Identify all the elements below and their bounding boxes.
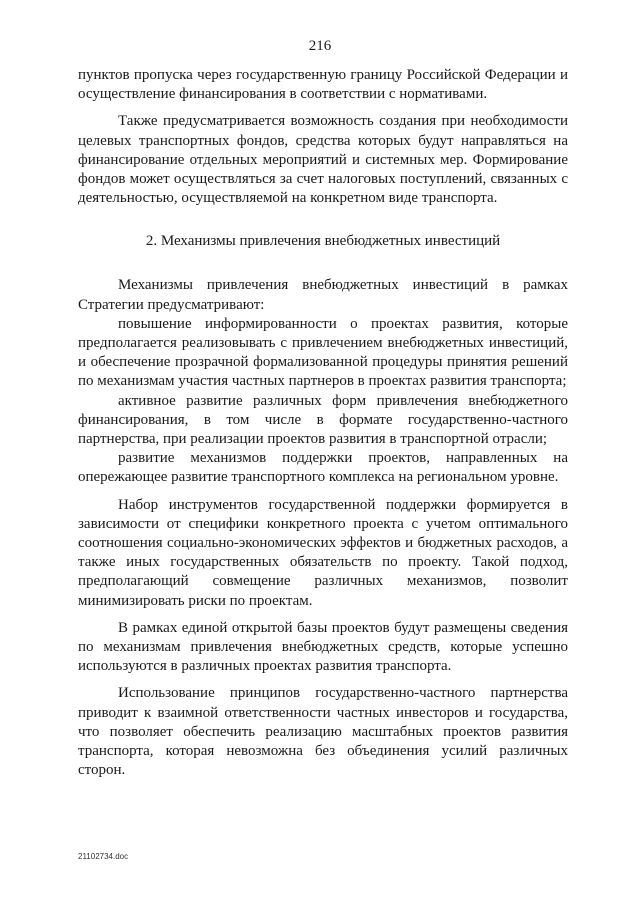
- list-item: повышение информированности о проектах развития, которые предполагается реализовывать с привлечением внебюджетных инвестиций, и обеспечение прозрачной формализованной процедуры принятия решений по механизмам участия частных партнеров в проектах развития транспорта;: [78, 315, 568, 390]
- document-body: [78, 66, 568, 781]
- paragraph: Механизмы привлечения внебюджетных инвестиций в рамках Стратегии предусматривают:: [78, 277, 568, 313]
- list-item: активное развитие различных форм привлечения внебюджетного финансирования, в том числе в формате государственно-частного партнерства, при реализации проектов развития в транспортной отрасли;: [78, 392, 568, 448]
- page-number: 216: [308, 38, 332, 54]
- paragraph: Использование принципов государственно-частного партнерства приводит к взаимной ответственности частных инвесторов и государства, что позволяет обеспечить реализацию масштабных проектов развития транспорта, которая невозможна без объединения усилий различных сторон.: [78, 685, 568, 779]
- footer-filename: 21102734.doc: [78, 852, 129, 861]
- section-heading: 2. Механизмы привлечения внебюджетных инвестиций: [145, 233, 501, 250]
- paragraph: Набор инструментов государственной поддержки формируется в зависимости от специфики конкретного проекта с учетом оптимального соотношения социально-экономических эффектов и бюджетных расходов, а также иных государственных обязательств по проекту. Такой подход, предполагающий совмещение различных механизмов, позволит минимизировать риски по проектам.: [78, 496, 568, 609]
- paragraph: В рамках единой открытой базы проектов будут размещены сведения по механизмам привлечения внебюджетных средств, которые успешно используются в различных проектах развития транспорта.: [78, 619, 568, 675]
- paragraph: Также предусматривается возможность создания при необходимости целевых транспортных фондов, средства которых будут направляться на финансирование отдельных мероприятий и системных мер. Формирование фондов может осуществляться за счет налоговых поступлений, связанных с деятельностью, осуществляемой на конкретном виде транспорта.: [78, 113, 568, 207]
- paragraph: пунктов пропуска через государственную границу Российской Федерации и осуществление финансирования в соответствии с нормативами.: [78, 67, 568, 103]
- list-item: развитие механизмов поддержки проектов, направленных на опережающее развитие транспортного комплекса на региональном уровне.: [78, 450, 568, 486]
